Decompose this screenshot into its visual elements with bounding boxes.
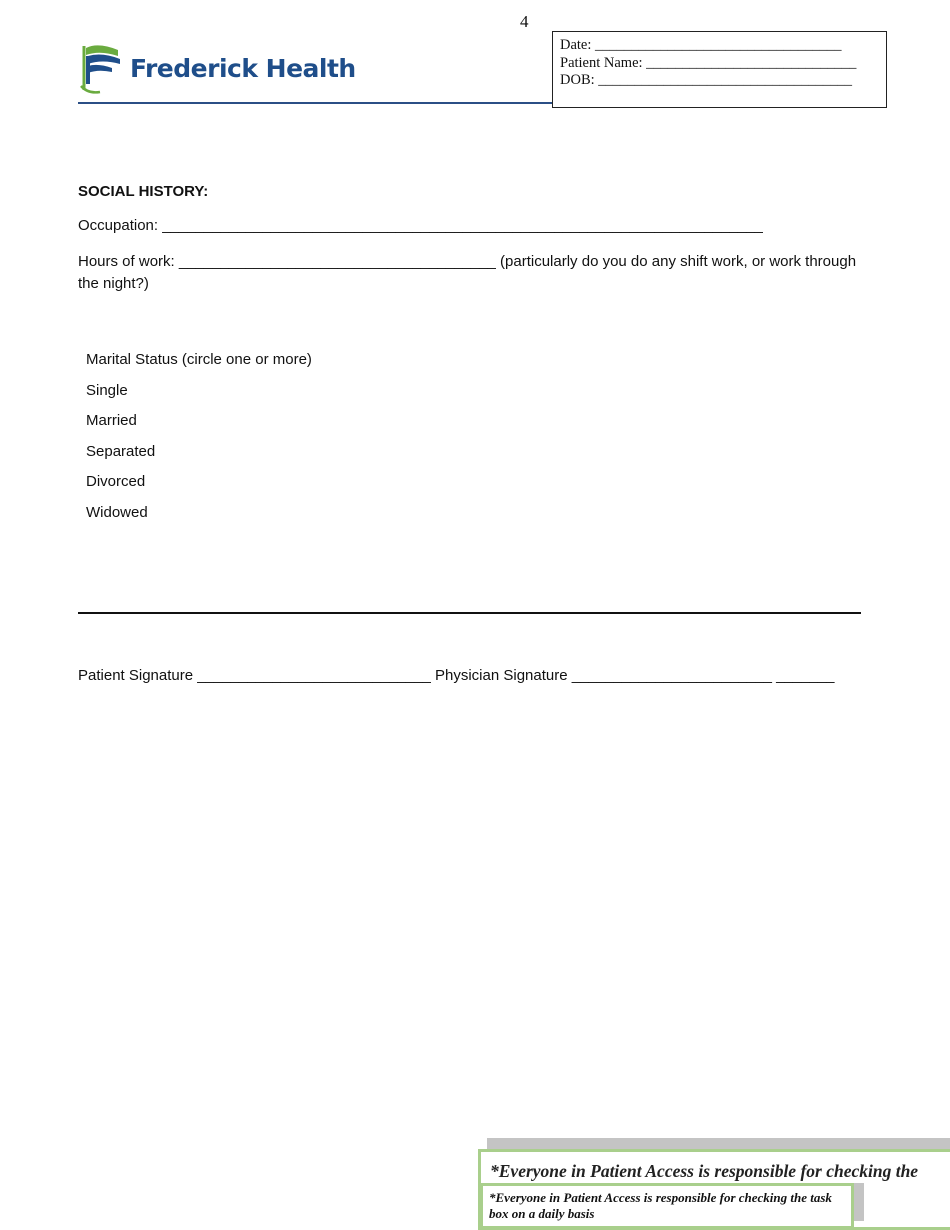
marital-status-label: Marital Status (circle one or more) xyxy=(86,351,312,368)
marital-status-list xyxy=(86,350,312,533)
notice-outer-text: *Everyone in Patient Access is responsible for checking the xyxy=(490,1161,919,1181)
occupation-field[interactable]: Occupation: ________________________________________________________________________ xyxy=(78,217,763,234)
patient-name-label: Patient Name: xyxy=(560,54,643,71)
section-divider xyxy=(78,612,861,614)
marital-option-separated[interactable]: Separated xyxy=(86,442,156,460)
logo-text: Frederick Health xyxy=(130,53,356,83)
date-label: Date: xyxy=(560,37,592,53)
frederick-health-logo xyxy=(78,42,356,94)
marital-option-single[interactable]: Single xyxy=(86,381,128,399)
logo-flag-icon xyxy=(78,42,124,94)
signature-line[interactable]: Patient Signature ____________________________ Physician Signature ________________________ _______ xyxy=(78,667,835,684)
notice-box-inner: *Everyone in Patient Access is responsible for checking the task box on a daily basis xyxy=(480,1183,854,1229)
dob-field[interactable]: ___________________________________ xyxy=(598,72,853,88)
page-number: 4 xyxy=(520,12,529,31)
patient-name-field[interactable]: _____________________________ xyxy=(646,54,857,71)
marital-option-married[interactable]: Married xyxy=(86,412,137,429)
dob-label: DOB: xyxy=(560,72,595,88)
patient-info-box xyxy=(552,31,887,108)
hours-of-work-field[interactable]: Hours of work: ______________________________________ (particularly do you do any shift work, or work through the night?) xyxy=(78,253,857,292)
dob-line xyxy=(560,72,886,90)
date-field[interactable]: __________________________________ xyxy=(595,37,842,53)
patient-name-line xyxy=(560,55,886,73)
section-title: SOCIAL HISTORY: xyxy=(78,183,209,200)
date-line xyxy=(560,37,886,55)
marital-option-widowed[interactable]: Widowed xyxy=(86,503,148,521)
marital-option-divorced[interactable]: Divorced xyxy=(86,473,146,490)
